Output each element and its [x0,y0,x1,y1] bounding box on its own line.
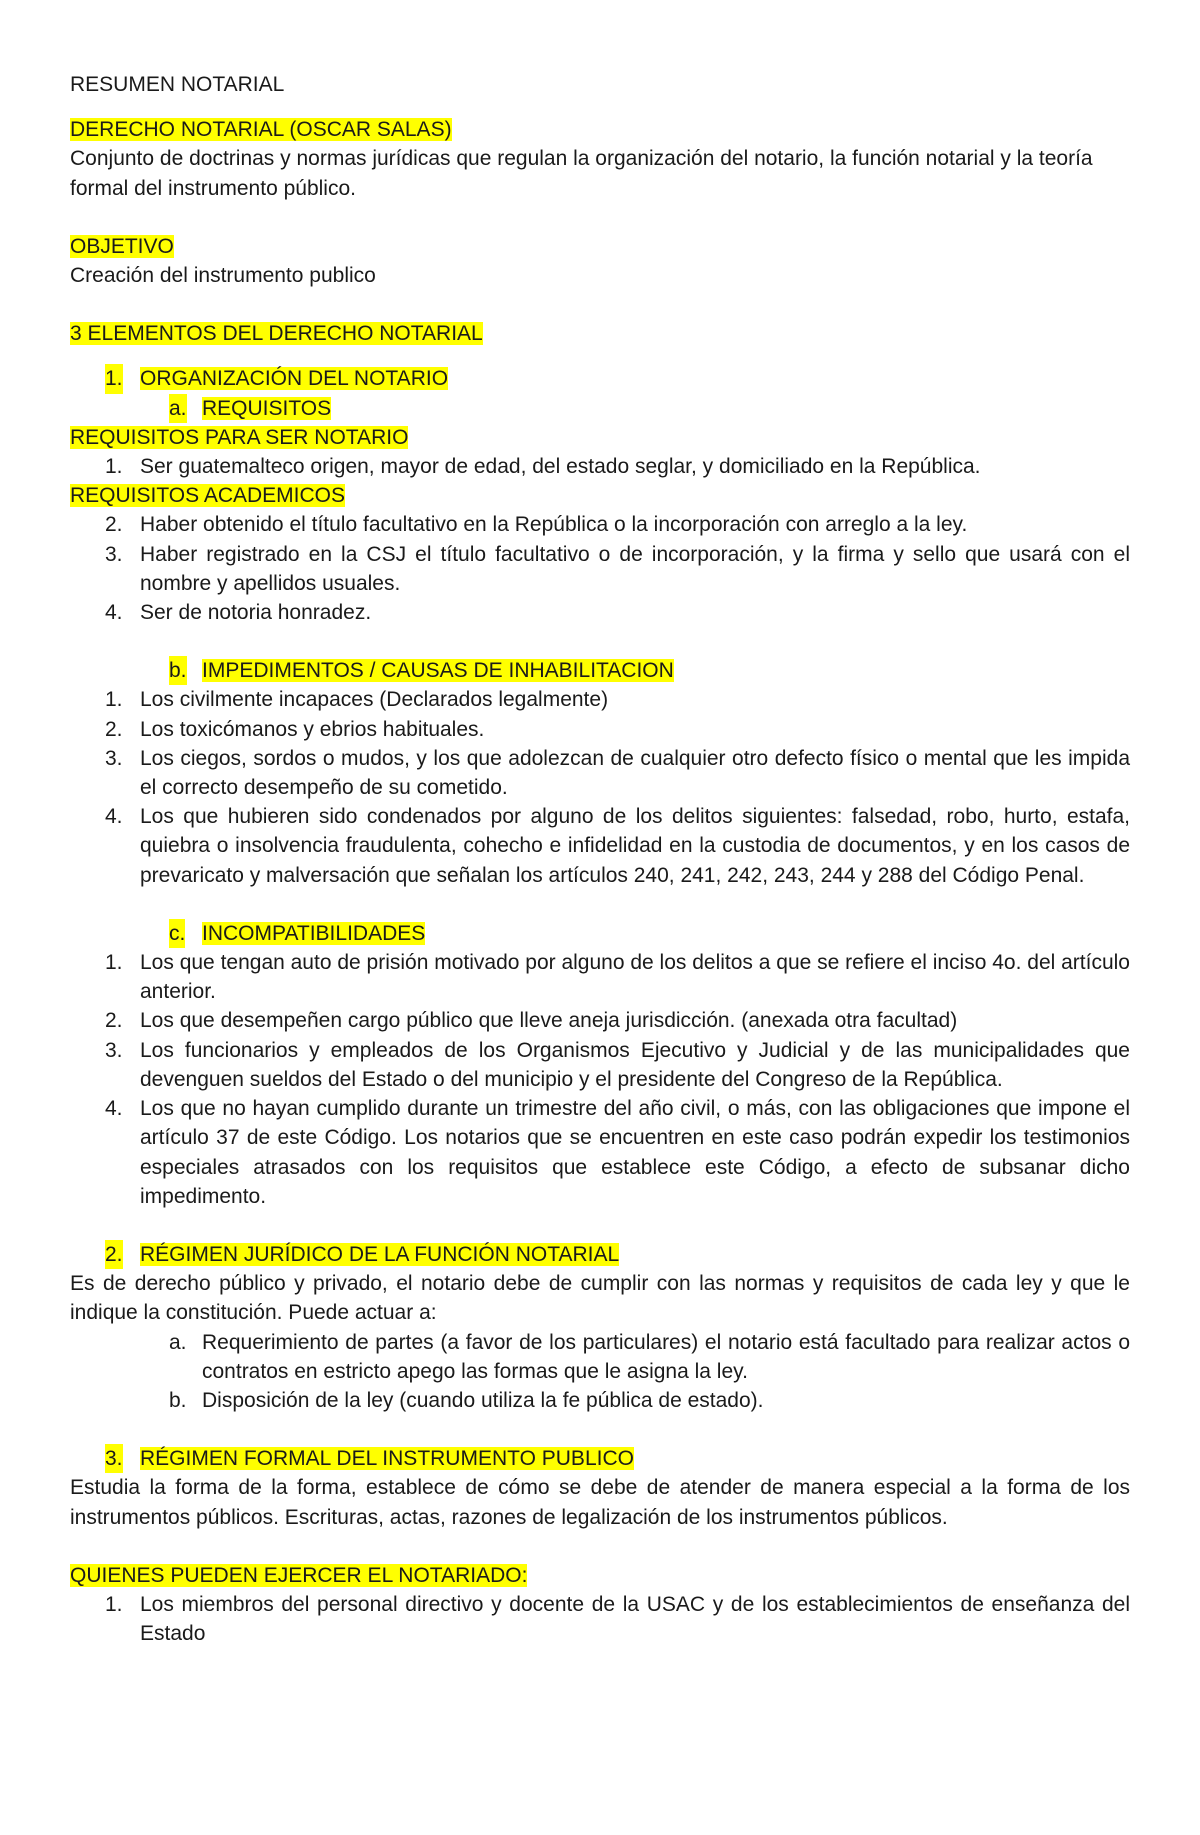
incompatibility-item [70,1094,1130,1211]
list-item-text: Haber registrado en la CSJ el título facultativo o de incorporación, y la firma y sello que usará con el nombre y apellidos usuales. [140,542,1130,595]
requirement-item [70,452,1130,481]
list-item-text: Haber obtenido el título facultativo en la República o la incorporación con arreglo a la ley. [140,513,968,537]
section-3-title: RÉGIMEN FORMAL DEL INSTRUMENTO PUBLICO [140,1447,634,1471]
incompatibility-item [70,1036,1130,1094]
definition-heading: DERECHO NOTARIAL (OSCAR SALAS) [70,118,452,142]
list-marker: 4. [105,601,123,625]
objective-heading: OBJETIVO [70,234,174,258]
list-item-text: Los civilmente incapaces (Declarados legalmente) [140,688,609,712]
list-item-text: Los que no hayan cumplido durante un trimestre del año civil, o más, con las obligaciones que impone el artículo 37 de este Código. Los notarios que se encuentren en este caso podrán expedir los testimonios especiales atrasados con los requisitos que establece este Código, a efecto de subsanar dicho impedimento. [140,1097,1130,1208]
list-marker: 1. [105,951,123,975]
section-2-item [70,1328,1130,1386]
incompatibility-item [70,1006,1130,1035]
definition-text: Conjunto de doctrinas y normas jurídicas que regulan la organización del notario, la función notarial y la teoría formal del instrumento público. [70,147,1093,200]
subsection-c-heading [70,919,1130,948]
impediment-item [70,715,1130,744]
list-item-text: Los funcionarios y empleados de los Organismos Ejecutivo y Judicial y de las municipalidades que devenguen sueldos del Estado o del municipio y el presidente del Congreso de la República. [140,1038,1130,1091]
academic-requirement-item [70,510,1130,539]
list-marker: 4. [105,1097,123,1121]
impediment-item [70,744,1130,802]
list-item-text: Los ciegos, sordos o mudos, y los que adolezcan de cualquier otro defecto físico o mental que les impida el correcto desempeño de su cometido. [140,746,1130,800]
section-1-heading [70,364,1130,393]
objective-text: Creación del instrumento publico [70,264,376,288]
section-2-list [70,1328,1130,1416]
section-2-item [70,1386,1130,1415]
list-marker: 1. [105,1592,123,1616]
list-marker: 3. [105,746,123,770]
list-item-text: Disposición de la ley (cuando utiliza la fe pública de estado). [202,1388,764,1412]
impediments-list [70,685,1130,889]
list-marker: 1. [105,688,123,712]
section-2-heading [70,1240,1130,1269]
list-marker: 4. [105,805,123,829]
section-1-title: ORGANIZACIÓN DEL NOTARIO [140,367,449,391]
academic-requirement-item [70,598,1130,627]
subsection-b-title: IMPEDIMENTOS / CAUSAS DE INHABILITACION [202,659,674,683]
list-item-text: Los toxicómanos y ebrios habituales. [140,717,485,741]
list-item-text: Requerimiento de partes (a favor de los particulares) el notario está facultado para realizar actos o contratos en estricto apego las formas que le asigna la ley. [202,1330,1130,1383]
incompatibilities-list [70,948,1130,1211]
section-3-heading [70,1444,1130,1473]
who-item [70,1590,1130,1648]
incompatibility-item [70,948,1130,1006]
list-marker: 2. [105,1009,123,1033]
impediment-item [70,685,1130,714]
document-title: RESUMEN NOTARIAL [70,73,285,96]
list-item-text: Los miembros del personal directivo y docente de la USAC y de los establecimientos de enseñanza del Estado [140,1592,1130,1646]
academic-requirements-list [70,510,1130,627]
section-3-number: 3. [105,1444,123,1473]
list-marker: 2. [105,513,123,537]
who-list [70,1590,1130,1648]
list-item-text: Los que desempeñen cargo público que lleve aneja jurisdicción. (anexada otra facultad) [140,1009,958,1033]
list-item-text: Los que tengan auto de prisión motivado por alguno de los delitos a que se refiere el inciso 4o. del artículo anterior. [140,951,1130,1004]
list-item-text: Ser de notoria honradez. [140,601,372,625]
subsection-c-title: INCOMPATIBILIDADES [202,921,426,945]
subsection-a-title: REQUISITOS [202,396,332,420]
section-1-number: 1. [105,364,123,393]
list-marker: 2. [105,717,123,741]
impediment-item [70,802,1130,890]
list-marker: b. [169,1388,187,1412]
subsection-b-heading [70,656,1130,685]
list-marker: 1. [105,455,123,479]
requirements-heading: REQUISITOS PARA SER NOTARIO [70,425,409,449]
subsection-a-heading [70,394,1130,423]
list-marker: 3. [105,1038,123,1062]
section-3-text: Estudia la forma de la forma, establece de cómo se debe de atender de manera especial a la forma de los instrumentos públicos. Escrituras, actas, razones de legalización de los instrumentos públicos. [70,1476,1130,1529]
list-marker: a. [169,1330,187,1354]
subsection-c-marker: c. [169,919,185,948]
academic-requirement-item [70,540,1130,598]
subsection-a-marker: a. [169,394,187,423]
section-2-text: Es de derecho público y privado, el notario debe de cumplir con las normas y requisitos de cada ley y que le indique la constitución. Puede actuar a: [70,1272,1130,1325]
requirements-list [70,452,1130,481]
list-item-text: Ser guatemalteco origen, mayor de edad, del estado seglar, y domiciliado en la República. [140,455,981,479]
elements-heading: 3 ELEMENTOS DEL DERECHO NOTARIAL [70,322,483,346]
academic-requirements-heading: REQUISITOS ACADEMICOS [70,484,345,508]
subsection-b-marker: b. [169,656,187,685]
section-2-title: RÉGIMEN JURÍDICO DE LA FUNCIÓN NOTARIAL [140,1242,620,1266]
list-item-text: Los que hubieren sido condenados por alguno de los delitos siguientes: falsedad, robo, hurto, estafa, quiebra o insolvencia fraudulenta, cohecho e infidelidad en la custodia de documentos, y en los casos de prevaricato y malversación que señalan los artículos 240, 241, 242, 243, 244 y 288 del Código Penal. [140,805,1130,887]
section-2-number: 2. [105,1240,123,1269]
list-marker: 3. [105,542,123,566]
who-heading: QUIENES PUEDEN EJERCER EL NOTARIADO: [70,1563,528,1587]
